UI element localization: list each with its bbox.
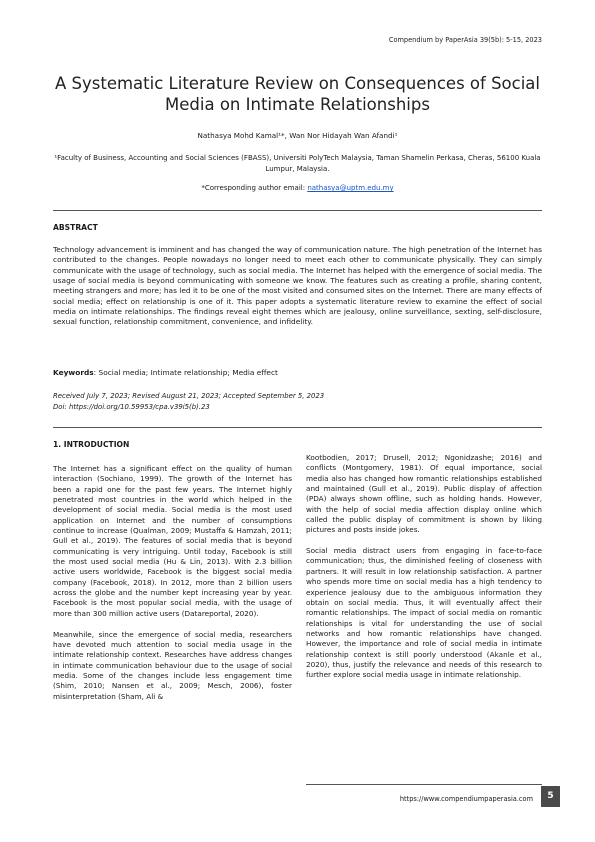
- keywords: [53, 368, 542, 377]
- keywords-text: : Social media; Intimate relationship; Media effect: [93, 368, 278, 377]
- dates-and-doi: [53, 391, 542, 413]
- keywords-label: Keywords: [53, 368, 94, 377]
- author-list: Nathasya Mohd Kamal¹*, Wan Nor Hidayah Wan Afandi¹: [197, 131, 398, 140]
- running-header: Compendium by PaperAsia 39(5b): 5-15, 2023: [388, 36, 542, 44]
- section-heading-introduction: 1. INTRODUCTION: [53, 440, 130, 449]
- author-email-link[interactable]: nathasya@uptm.edu.my: [307, 184, 394, 192]
- divider: [53, 427, 542, 428]
- footer-url[interactable]: https://www.compendiumpaperasia.com: [399, 795, 533, 803]
- doi: Doi: https://doi.org/10.59953/cpa.v39i5(b).23: [53, 403, 210, 411]
- received-dates: Received July 7, 2023; Revised August 21, 2023; Accepted September 5, 2023: [53, 392, 325, 400]
- affiliation: ¹Faculty of Business, Accounting and Social Sciences (FBASS), Universiti PolyTech Malaysia, Taman Shamelin Perkasa, Cheras, 56100 Kuala Lumpur, Malaysia.: [54, 154, 541, 173]
- paragraph: The Internet has a significant effect on the quality of human interaction (Sochiano, 1999). The growth of the Internet has been a rapid one for the past few years. The Internet highly penetrated most countries in the world which helped in the development of social media. Social media is the most used application on Internet and the number of consumptions continue to increase (Qualman, 2009; Mustaffa & Hamzah, 2011; Gull et al., 2019). The features of social media that is beyond communicating is very intriguing. Until today, Facebook is still the most used social media (Hu & Lin, 2013). With 2.3 billion active users worldwide, Facebook is the biggest social media company (Facebook, 2018). In 2012, more than 2 billion users across the globe and the number kept increasing year by year. Facebook is the most popular social media, with the usage of more than 300 million active users (Datareportal, 2020).: [53, 464, 292, 618]
- left-column: [53, 464, 292, 712]
- paragraph: Kootbodien, 2017; Drusell, 2012; Ngonidzashe; 2016) and conflicts (Montgomery, 1981). Of equal importance, social media also has changed how romantic relationships established and maintained (Gull et al., 2019). Public display of affection (PDA) always shown offline, such as holding hands. However, with the help of social media affection display online which called the public display of commitment is shown by liking pictures and posts inside jokes.: [306, 453, 542, 535]
- paragraph: Social media distract users from engaging in face-to-face communication; thus, the diminished feeling of closeness with partners. It will result in low relationship satisfaction. A partner who spends more time on social media has a high tendency to experience jealousy due to the ambiguous information they obtain on social media. Thus, it will eventually affect their romantic relationships. The impact of social media on romantic relationships is vital for understanding the use of social networks and how romantic relationships have changed. However, the importance and role of social media in intimate relationship context is still poorly understood (Akanle et al., 2020), thus, justify the relevance and needs of this research to further explore social media usage in intimate relationship.: [306, 546, 542, 680]
- corresponding-author: [40, 184, 555, 192]
- corresponding-label: *Corresponding author email:: [201, 184, 308, 192]
- abstract-text: Technology advancement is imminent and has changed the way of communication nature. The high penetration of the Internet has contributed to the changes. People nowadays no longer need to meet each other to communicate physically. They can simply communicate with the usage of technology, such as social media. The Internet has helped with the emergence of social media. The usage of social media is beyond communicating with someone we know. The features such as creating a profile, sharing content, meeting strangers and more; has led it to be one of the most visited and consumed sites on the Internet. There are many effects of social media; effect on relationship is one of it. This paper adopts a systematic literature review to examine the effect of social media on intimate relationships. The findings reveal eight themes which are jealousy, online surveillance, sexting, self-disclosure, sexual function, relationship commitment, convenience, and infidelity.: [53, 245, 542, 327]
- divider: [53, 210, 542, 211]
- abstract-heading: ABSTRACT: [53, 223, 98, 232]
- right-column: [306, 453, 542, 691]
- paragraph: Meanwhile, since the emergence of social media, researchers have devoted much attention to social media usage in the intimate relationship context. Researches have address changes in intimate communication behaviour due to the usage of social media. Some of the changes include less engagement time (Shim, 2010; Nansen et al., 2009; Mesch, 2006), foster misinterpretation (Sham, Ali &: [53, 629, 292, 701]
- page-number: 5: [541, 786, 560, 807]
- paper-title: A Systematic Literature Review on Consequences of Social Media on Intimate Relationships: [55, 74, 540, 114]
- footer-divider: [306, 784, 542, 785]
